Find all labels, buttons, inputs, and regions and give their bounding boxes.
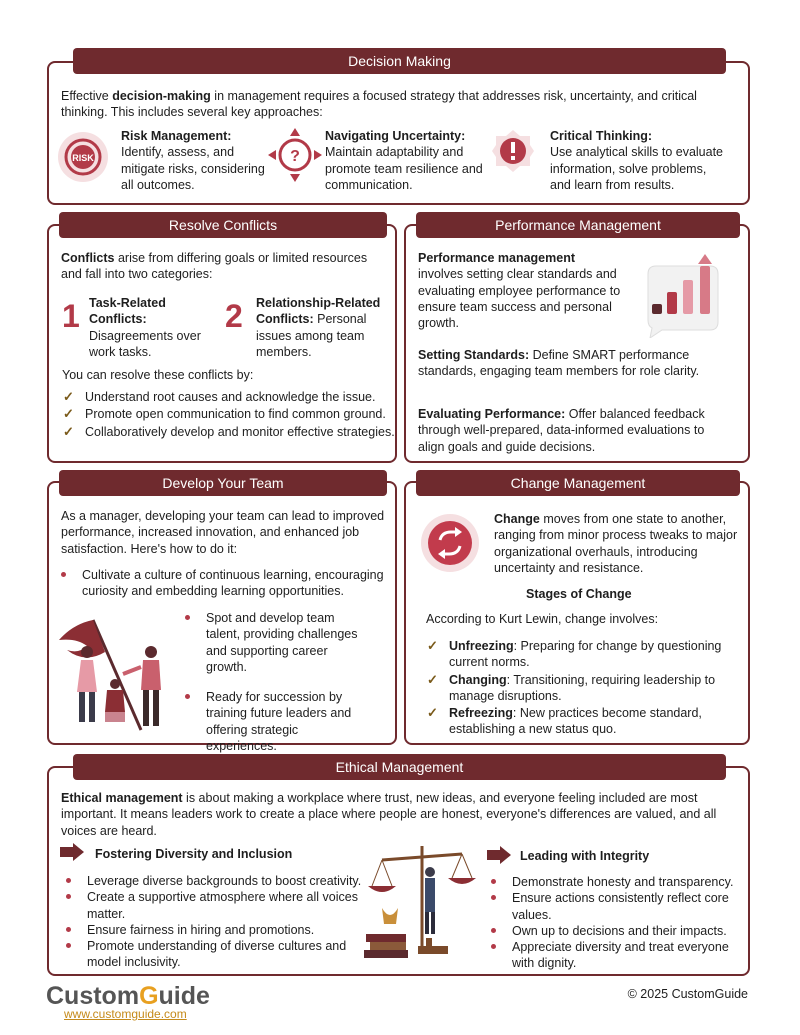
svg-text:RISK: RISK [72, 153, 94, 163]
resolve-intro: You can resolve these conflicts by: [62, 368, 254, 382]
list-item: Leverage diverse backgrounds to boost creativity. [63, 873, 373, 889]
bullet-dot [66, 894, 71, 899]
bullet-dot [66, 927, 71, 932]
logo-g-glyph: G [139, 982, 159, 1010]
bar-chart-icon [640, 252, 724, 338]
check-icon: ✓ [63, 389, 74, 404]
conflicts-intro: Conflicts arise from differing goals or limited resources and fall into two categories: [61, 251, 368, 282]
customguide-logo: CustomGuide [46, 982, 210, 1010]
list-item: Cultivate a culture of continuous learning, encouraging curiosity and embedding learning opportunities. [58, 567, 392, 600]
ethical-management-title: Ethical Management [73, 754, 726, 780]
list-item: ✓ Understand root causes and acknowledge the issue. [63, 389, 376, 404]
change-cycle-icon [420, 513, 480, 573]
bullet-dot [66, 878, 71, 883]
check-icon: ✓ [63, 406, 74, 422]
risk-icon [56, 130, 110, 184]
number-2: 2 [225, 298, 243, 334]
stages-intro: According to Kurt Lewin, change involves: [426, 612, 659, 626]
integrity-list [488, 874, 743, 972]
stages-list [425, 638, 740, 739]
check-icon: ✓ [427, 671, 438, 687]
bullet-dot [185, 694, 190, 699]
scales-of-justice-illustration [362, 838, 482, 963]
alert-icon [490, 128, 536, 174]
change-management-title: Change Management [416, 470, 740, 496]
resolve-steps-list [61, 389, 396, 441]
bullet-dot [491, 879, 496, 884]
list-item: Appreciate diversity and treat everyone with dignity. [488, 939, 743, 972]
integrity-heading: Leading with Integrity [520, 849, 650, 863]
diversity-list [63, 873, 373, 971]
stages-of-change-heading: Stages of Change [526, 587, 632, 601]
critical-thinking-item: Critical Thinking: Use analytical skills to evaluate information, solve problems, and learn from results. [550, 129, 723, 192]
change-intro: Change moves from one state to another, ranging from minor process tweaks to major organizational overhauls, introducing uncertainty and resistance. [494, 512, 738, 575]
list-item: Spot and develop team talent, providing challenges and supporting career growth. [182, 610, 372, 675]
list-item: Ready for succession by training future leaders and offering strategic experiences. [182, 689, 372, 754]
list-item: Demonstrate honesty and transparency. [488, 874, 743, 890]
svg-text:?: ? [290, 148, 300, 165]
develop-list-bottom [182, 610, 372, 754]
relationship-related-conflicts: Relationship-Related Conflicts: Personal issues among team members. [256, 296, 381, 359]
develop-team-title: Develop Your Team [59, 470, 387, 496]
copyright: © 2025 CustomGuide [627, 987, 748, 1001]
list-item: ✓ Collaboratively develop and monitor effective strategies. [63, 423, 395, 439]
check-icon: ✓ [427, 638, 438, 653]
check-icon: ✓ [63, 423, 74, 439]
list-item: Own up to decisions and their impacts. [488, 923, 743, 939]
decision-intro: Effective decision-making in management requires a focused strategy that addresses risk, uncertainty, and critical thinking. This includes several key approaches: [61, 89, 697, 120]
list-item: ✓ Refreezing: New practices become standard, establishing a new status quo. [427, 705, 702, 737]
arrow-right-icon [60, 843, 84, 861]
task-related-conflicts: Task-Related Conflicts: Disagreements over work tasks. [89, 296, 201, 359]
website-link[interactable]: www.customguide.com [64, 1007, 187, 1021]
performance-management-title: Performance Management [416, 212, 740, 238]
ethical-intro: Ethical management is about making a workplace where trust, new ideas, and everyone feeling included are most important. It means leaders work to create a place where people are honest, everyone's differences are valued, and all voices are heard. [61, 791, 717, 838]
list-item: Promote understanding of diverse cultures and model inclusivity. [63, 938, 373, 971]
navigating-uncertainty-item: Navigating Uncertainty: Maintain adaptability and promote team resilience and communication. [325, 129, 483, 192]
develop-list-top [58, 567, 392, 600]
list-item: ✓ Changing: Transitioning, requiring leadership to manage disruptions. [427, 671, 716, 703]
performance-intro: Performance management involves setting clear standards and evaluating employee performance to ensure team success and personal growth. [418, 251, 621, 330]
evaluating-performance: Evaluating Performance: Offer balanced feedback through well-prepared, data-informed evaluations to align goals and guide decisions. [418, 407, 705, 454]
list-item: ✓ Unfreezing: Preparing for change by questioning current norms. [427, 638, 722, 670]
bullet-dot [66, 943, 71, 948]
number-1: 1 [62, 298, 80, 334]
arrow-right-icon [487, 846, 511, 864]
list-item: Ensure actions consistently reflect core values. [488, 890, 743, 923]
bullet-dot [491, 895, 496, 900]
resolve-conflicts-title: Resolve Conflicts [59, 212, 387, 238]
bullet-dot [491, 944, 496, 949]
list-item: ✓ Promote open communication to find common ground. [63, 406, 386, 422]
decision-making-title: Decision Making [73, 48, 726, 74]
bullet-dot [61, 572, 66, 577]
question-arrows-icon [266, 126, 324, 184]
bullet-dot [185, 615, 190, 620]
risk-management-item: Risk Management: Identify, assess, and mitigate risks, considering all outcomes. [121, 129, 265, 192]
check-icon: ✓ [427, 705, 438, 720]
setting-standards: Setting Standards: Define SMART performance standards, engaging team members for role clarity. [418, 348, 700, 379]
list-item: Create a supportive atmosphere where all voices matter. [63, 889, 373, 922]
team-flag-illustration [53, 612, 183, 737]
list-item: Ensure fairness in hiring and promotions. [63, 922, 373, 938]
diversity-heading: Fostering Diversity and Inclusion [95, 847, 293, 861]
develop-intro: As a manager, developing your team can lead to improved performance, increased innovation, and enhanced job satisfaction. Here's how to do it: [61, 509, 385, 556]
bullet-dot [491, 928, 496, 933]
